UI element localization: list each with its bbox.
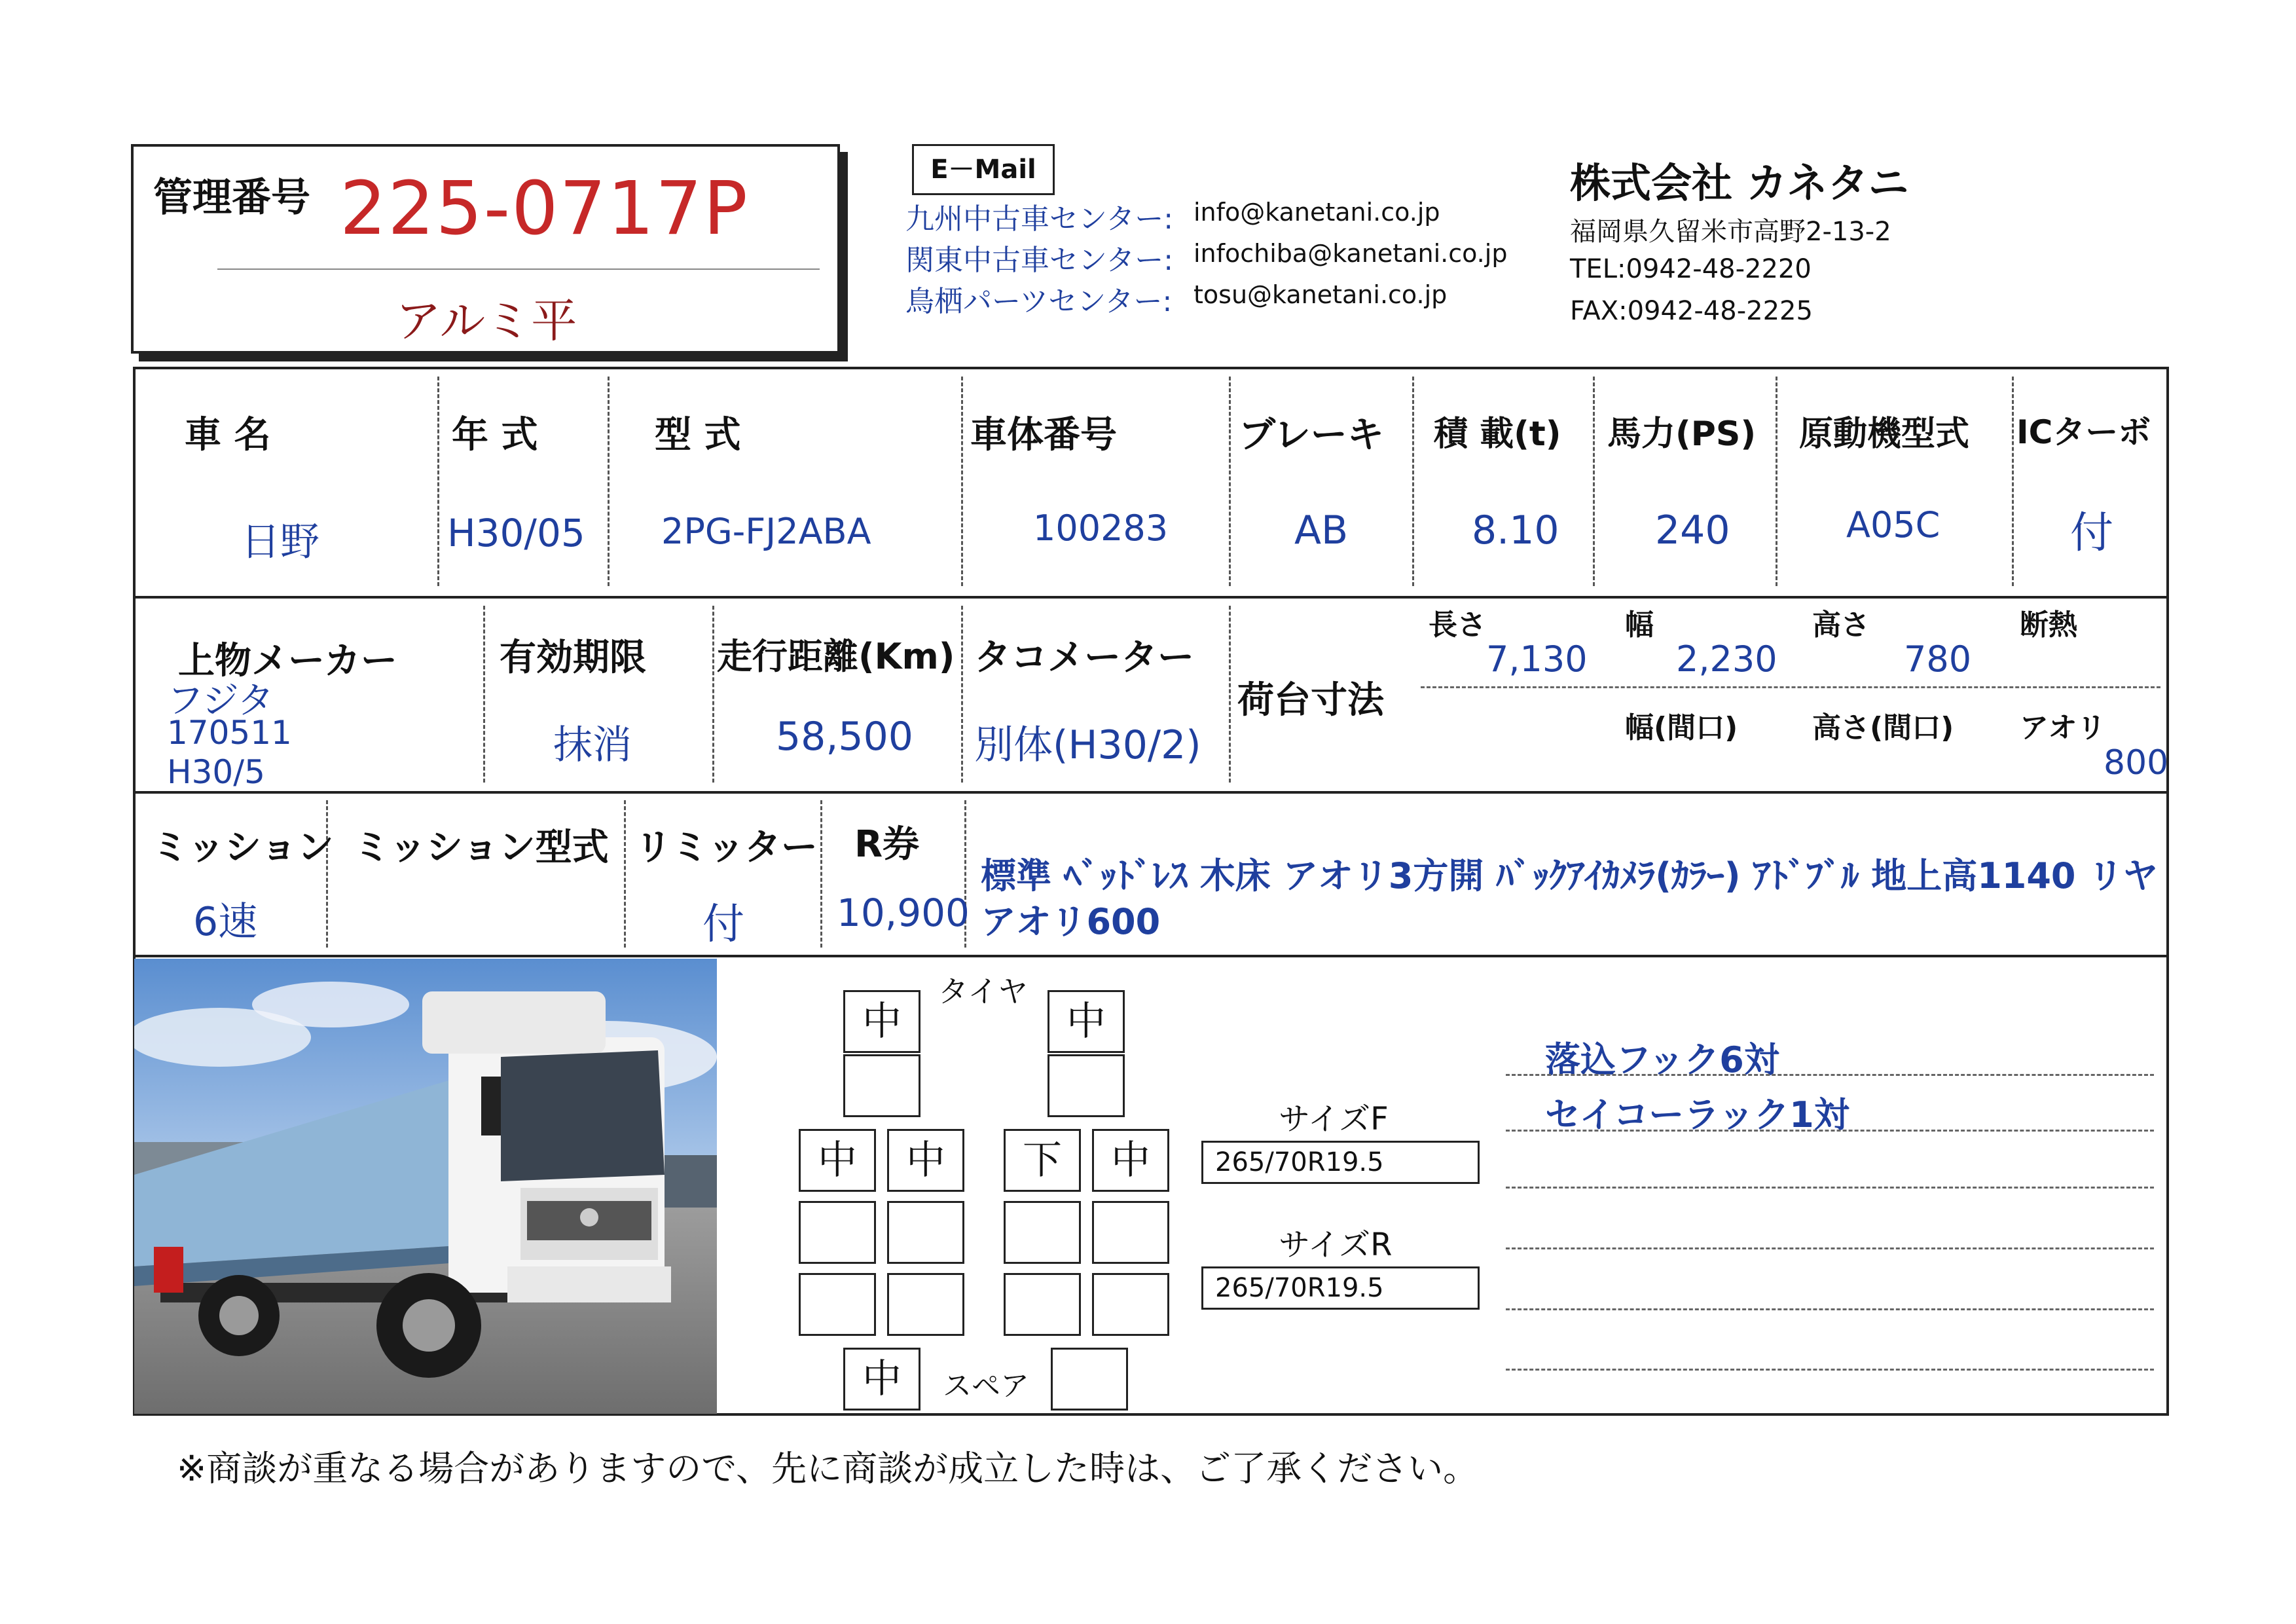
value-r-ticket: 10,900 xyxy=(837,891,970,935)
col-divider xyxy=(820,800,822,948)
tire-rear-left-outer xyxy=(799,1201,876,1264)
label-height: 高さ xyxy=(1812,608,1870,642)
value-transmission: 6速 xyxy=(193,899,258,945)
value-horsepower: 240 xyxy=(1655,507,1730,553)
label-body-maker: 上物メーカー xyxy=(178,640,397,682)
size-front-box xyxy=(1201,1141,1480,1184)
col-divider xyxy=(608,377,610,586)
value-aori: 800 xyxy=(2104,743,2169,783)
tire-front-right xyxy=(1048,1054,1125,1117)
value-body-maker-code: 170511 xyxy=(167,714,292,752)
col-divider xyxy=(2012,377,2014,586)
col-divider xyxy=(437,377,439,586)
email-address[interactable]: tosu@kanetani.co.jp xyxy=(1194,280,1448,309)
label-aori: アオリ xyxy=(2020,711,2106,745)
value-tachometer: 別体(H30/2) xyxy=(974,722,1201,768)
note-rule xyxy=(1506,1187,2154,1189)
row-divider xyxy=(133,791,2169,794)
note-line: セイコーラック1対 xyxy=(1545,1094,1850,1135)
label-r-ticket: R券 xyxy=(854,823,920,866)
label-limiter: リミッター xyxy=(635,826,818,869)
note-line: 落込フック6対 xyxy=(1545,1039,1779,1080)
tire-title: タイヤ xyxy=(938,974,1029,1009)
tire-rear-right-outer xyxy=(1092,1201,1169,1264)
tire-front-right: 中 xyxy=(1048,990,1125,1053)
note-rule xyxy=(1506,1369,2154,1371)
email-center: 関東中古車センター: xyxy=(905,244,1174,277)
label-width-opening: 幅(間口) xyxy=(1625,711,1738,745)
tire-rear-right-inner xyxy=(1004,1201,1081,1264)
equipment-line-2: アオリ600 xyxy=(981,901,1161,942)
value-expiry: 抹消 xyxy=(553,722,632,768)
mgmt-box xyxy=(131,144,840,354)
footer-note: ※商談が重なる場合がありますので、先に商談が成立した時は、ご了承ください。 xyxy=(177,1448,1479,1489)
email-label: E－Mail xyxy=(930,155,1036,185)
value-body-maker-name: フジタ xyxy=(167,680,274,722)
email-label-box xyxy=(912,144,1055,195)
tire-rear-right-inner: 下 xyxy=(1004,1129,1081,1192)
email-address[interactable]: infochiba@kanetani.co.jp xyxy=(1194,239,1508,268)
company-name: 株式会社 カネタニ xyxy=(1570,159,1909,207)
label-height-opening: 高さ(間口) xyxy=(1812,711,1954,745)
size-front-value: 265/70R19.5 xyxy=(1215,1147,1384,1177)
tire-front-left xyxy=(843,1054,920,1117)
tire-spare: 中 xyxy=(843,1348,920,1411)
body-type: アルミ平 xyxy=(395,294,577,348)
col-divider xyxy=(1593,377,1595,586)
label-ic-turbo: ICターボ xyxy=(2016,413,2151,451)
label-transmission-type: ミッション型式 xyxy=(354,826,609,869)
tire-rear-left-outer xyxy=(799,1273,876,1336)
col-divider xyxy=(624,800,626,948)
label-transmission: ミッション xyxy=(152,826,334,869)
email-center: 九州中古車センター: xyxy=(905,202,1174,236)
value-brake: AB xyxy=(1294,507,1349,553)
value-load-capacity: 8.10 xyxy=(1472,507,1559,553)
label-expiry: 有効期限 xyxy=(500,637,646,679)
tire-rear-left-outer: 中 xyxy=(799,1129,876,1192)
note-rule xyxy=(1506,1074,2154,1076)
label-year: 年 式 xyxy=(452,414,538,456)
tire-rear-right-inner xyxy=(1004,1273,1081,1336)
mgmt-number: 225-0717P xyxy=(340,166,749,251)
value-body-maker-date: H30/5 xyxy=(167,753,265,791)
col-divider xyxy=(1229,377,1231,586)
note-rule xyxy=(1506,1308,2154,1310)
equipment-line-1: 標準 ﾍﾞｯﾄﾞﾚｽ 木床 アオリ3方開 ﾊﾞｯｸｱｲｶﾒﾗ(ｶﾗｰ) ｱﾄﾞﾌﾞﾙ 地上高1140 リヤ xyxy=(981,855,2159,896)
label-width: 幅 xyxy=(1625,608,1654,642)
value-height: 780 xyxy=(1904,638,1972,680)
label-engine-model: 原動機型式 xyxy=(1799,415,1970,454)
company-fax: FAX:0942-48-2225 xyxy=(1570,296,1813,326)
tire-rear-left-inner xyxy=(887,1201,964,1264)
tire-spare xyxy=(1051,1348,1128,1411)
label-tachometer: タコメーター xyxy=(974,637,1194,679)
mgmt-divider xyxy=(217,268,820,270)
value-mileage: 58,500 xyxy=(776,714,913,760)
label-mileage: 走行距離(Km) xyxy=(717,636,955,677)
value-limiter: 付 xyxy=(702,900,744,949)
spare-label: スペア xyxy=(943,1369,1029,1403)
truck-photo xyxy=(134,959,717,1414)
dims-divider xyxy=(1421,686,2160,688)
size-rear-label: サイズR xyxy=(1279,1227,1393,1263)
col-divider xyxy=(1776,377,1777,586)
note-rule xyxy=(1506,1247,2154,1249)
mgmt-label: 管理番号 xyxy=(153,175,310,221)
value-length: 7,130 xyxy=(1486,638,1588,680)
row-divider xyxy=(133,955,2169,957)
value-year: H30/05 xyxy=(447,511,585,555)
label-vehicle-name: 車 名 xyxy=(185,414,271,456)
company-address: 福岡県久留米市高野2-13-2 xyxy=(1570,217,1891,247)
email-address[interactable]: info@kanetani.co.jp xyxy=(1194,198,1440,227)
size-rear-box xyxy=(1201,1266,1480,1310)
col-divider xyxy=(961,377,963,586)
col-divider xyxy=(483,606,485,783)
label-model: 型 式 xyxy=(655,414,741,456)
label-load-capacity: 積 載(t) xyxy=(1434,415,1561,454)
tire-rear-right-outer xyxy=(1092,1273,1169,1336)
company-tel: TEL:0942-48-2220 xyxy=(1570,254,1812,284)
col-divider xyxy=(1229,606,1231,783)
value-chassis-number: 100283 xyxy=(1033,507,1169,549)
label-insulation: 断熱 xyxy=(2020,608,2077,642)
label-cargo-dimensions: 荷台寸法 xyxy=(1237,679,1384,722)
value-vehicle-name: 日野 xyxy=(241,519,319,565)
col-divider xyxy=(712,606,714,783)
col-divider xyxy=(1412,377,1414,586)
note-rule xyxy=(1506,1130,2154,1132)
col-divider xyxy=(961,606,963,783)
value-width: 2,230 xyxy=(1676,638,1777,680)
email-row xyxy=(905,236,1173,278)
value-engine-model: A05C xyxy=(1846,504,1941,545)
email-center: 鳥栖パーツセンター: xyxy=(905,285,1173,318)
email-row xyxy=(905,195,1173,237)
size-rear-value: 265/70R19.5 xyxy=(1215,1273,1384,1303)
size-front-label: サイズF xyxy=(1279,1101,1389,1137)
label-horsepower: 馬力(PS) xyxy=(1607,415,1757,454)
label-chassis-number: 車体番号 xyxy=(970,414,1117,456)
row-divider xyxy=(133,596,2169,599)
value-model: 2PG-FJ2ABA xyxy=(661,511,871,552)
tire-rear-left-inner xyxy=(887,1273,964,1336)
email-row xyxy=(905,278,1172,320)
tire-rear-left-inner: 中 xyxy=(887,1129,964,1192)
tire-rear-right-outer: 中 xyxy=(1092,1129,1169,1192)
label-length: 長さ xyxy=(1429,608,1486,642)
tire-front-left: 中 xyxy=(843,990,920,1053)
value-ic-turbo: 付 xyxy=(2070,507,2113,558)
label-brake: ブレーキ xyxy=(1239,414,1384,456)
